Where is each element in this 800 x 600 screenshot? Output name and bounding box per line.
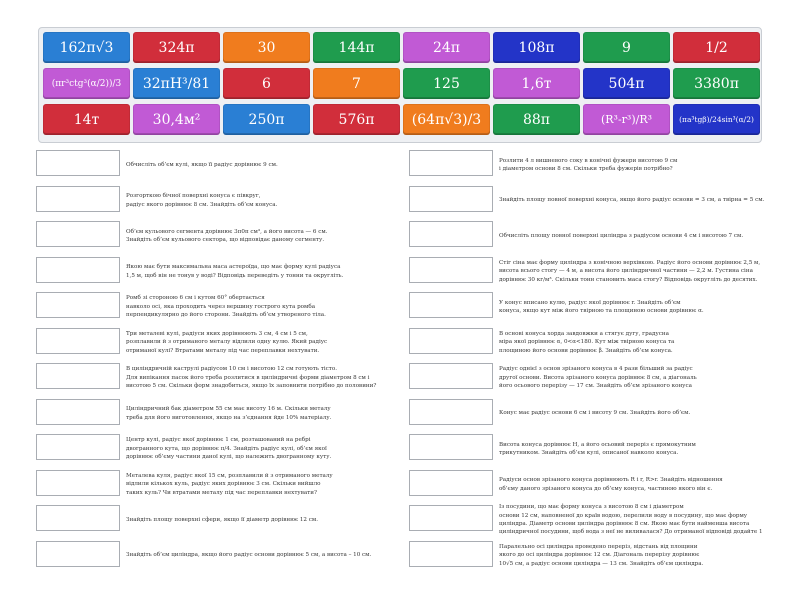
question-row [36, 292, 416, 322]
answer-tile[interactable]: 576π [313, 104, 400, 135]
question-row [409, 434, 789, 464]
answer-tile[interactable]: 32πH³/81 [133, 68, 220, 99]
question-row [409, 363, 789, 393]
answer-drop-zone[interactable] [36, 363, 120, 389]
question-text: Із посудини, що має форму конуса з висотою 8 см і діаметром основи 12 см, наповненої до країв водою, перелили воду в посудину, що має форму циліндра. Діаметр основи циліндра дорівнює 8 см. Якою має бути найменша висота циліндричної посудини, щоб вода з неї не виливалася? До отриманої відповіді додайте 1 [499, 504, 763, 536]
question-row [409, 150, 789, 180]
question-text: Конус має радіус основи 6 см і висоту 9 см. Знайдіть його об’єм. [499, 410, 691, 417]
answer-tile[interactable]: 125 [403, 68, 490, 99]
question-text: Радіус однієї з основ зрізаного конуса в 4 рази більший за радіус другої основи. Висота зрізаного конуса дорівнює 8 см, а діагональ його осьового перерізу — 17 см. Знайдіть об’єм зрізаного конуса [499, 366, 697, 390]
answer-drop-zone[interactable] [409, 470, 493, 496]
question-row [409, 399, 789, 429]
answer-tile[interactable]: 324π [133, 32, 220, 63]
question-row [36, 434, 416, 464]
answer-drop-zone[interactable] [36, 470, 120, 496]
answer-drop-zone[interactable] [36, 292, 120, 318]
question-row [36, 221, 416, 251]
question-text: Стіг сіна має форму циліндра з конічною верхівкою. Радіус його основи дорівнює 2,5 м, висота всього стогу — 4 м, а висота його циліндричної частини — 2,2 м. Густина сіна дорівнює 30 кг/м³. Скільки тонн становить маса стогу? Відповідь округліть до десятих. [499, 259, 761, 283]
question-row [409, 292, 789, 322]
answer-drop-zone[interactable] [36, 541, 120, 567]
answer-drop-zone[interactable] [36, 150, 120, 176]
answer-drop-zone[interactable] [409, 541, 493, 567]
question-text: У конус вписано кулю, радіус якої дорівнює r. Знайдіть об’єм конуса, якщо кут між його твірною та площиною основи дорівнює α. [499, 299, 704, 314]
answer-tile[interactable]: 1,6т [493, 68, 580, 99]
question-text: Металева куля, радіус якої 15 см, розплавили й з отриманого металу відлили кількох куль, радіус яких дорівнює 3 см. Скільки вийшло таких куль? Чи втратами металу під час переплавки нехтувати? [126, 472, 333, 496]
answer-tile[interactable]: 14т [43, 104, 130, 135]
answer-tile[interactable]: 88π [493, 104, 580, 135]
question-row [36, 399, 416, 429]
answer-tile[interactable]: 504π [583, 68, 670, 99]
question-row [409, 221, 789, 251]
answer-tile[interactable]: 9 [583, 32, 670, 63]
answer-tile[interactable]: 108π [493, 32, 580, 63]
question-text: Розлити 4 л вишневого соку в конічні фужери висотою 9 см і діаметром основи 8 см. Скільки треба фужерів потрібно? [499, 157, 678, 172]
question-text: Об’єм кульового сегмента дорівнює 3π0π см³, а його висота — 6 см. Знайдіть об’єм кульового сектора, що відповідає даному сегменту. [126, 228, 328, 243]
question-text: Знайдіть об’єм циліндра, якщо його радіус основи дорівнює 5 см, а висота – 10 см. [126, 552, 372, 559]
question-text: Паралельно осі циліндра проведено переріз, відстань від площини якого до осі циліндра дорівнює 12 см. Діагональ перерізу дорівнює 10√5 см, а радіус основи циліндра — 13 см. Знайдіть об’єм циліндра. [499, 543, 704, 567]
answer-tile[interactable]: 30 [223, 32, 310, 63]
answer-drop-zone[interactable] [36, 186, 120, 212]
answer-drop-zone[interactable] [409, 328, 493, 354]
answer-drop-zone[interactable] [409, 186, 493, 212]
answer-drop-zone[interactable] [36, 399, 120, 425]
question-row [36, 257, 416, 287]
answer-drop-zone[interactable] [409, 434, 493, 460]
answer-tile[interactable]: 30,4м² [133, 104, 220, 135]
question-text: Ромб зі стороною 6 см і кутом 60° обертається навколо осі, яка проходить через вершину гострого кута ромба перпендикулярно до його сторони. Знайдіть об’єм утвореного тіла. [126, 295, 326, 319]
question-row [36, 470, 416, 500]
answer-tile[interactable]: 162π√3 [43, 32, 130, 63]
question-text: Якою має бути максимальна маса астероїда, що має форму кулі радіуса 1,5 м, щоб він не тонув у воді? Відповідь переведіть у тонни та округліть. [126, 264, 344, 279]
answer-drop-zone[interactable] [409, 399, 493, 425]
question-row [36, 505, 416, 535]
question-text: Обчисліть площу повної поверхні циліндра з радіусом основи 4 см і висотою 7 см. [499, 232, 744, 239]
answer-tile[interactable]: (64π√3)/3 [403, 104, 490, 135]
question-text: Розгорткою бічної поверхні конуса є півкруг, радіус якого дорівнює 8 см. Знайдіть об’єм конуса. [126, 193, 278, 208]
answer-drop-zone[interactable] [409, 221, 493, 247]
answer-drop-zone[interactable] [36, 328, 120, 354]
question-row [36, 541, 416, 571]
question-row [409, 505, 789, 535]
answer-drop-zone[interactable] [409, 150, 493, 176]
question-row [409, 257, 789, 287]
answer-tile[interactable]: 144π [313, 32, 400, 63]
question-row [409, 328, 789, 358]
question-text: Центр кулі, радіус якої дорівнює 1 см, розташований на ребрі двогранного кута, що дорівнює π/4. Знайдіть радіус кулі, об’єм якої дорівнює об’єму частини даної кулі, що належить двогранному куту. [126, 437, 332, 461]
answer-drop-zone[interactable] [36, 257, 120, 283]
answer-drop-zone[interactable] [36, 505, 120, 531]
answer-drop-zone[interactable] [409, 292, 493, 318]
answer-tile[interactable]: 6 [223, 68, 310, 99]
question-row [36, 186, 416, 216]
question-text: В основі конуса хорда завдовжки a стягує дугу, градусна міра якої дорівнює α, 0<α<180. Кут між твірною конуса та площиною його основи дорівнює β. Знайдіть об’єм конуса. [499, 330, 675, 354]
question-row [36, 328, 416, 358]
question-row [409, 470, 789, 500]
question-text: Радіуси основ зрізаного конуса дорівнюють R і r, R>r. Знайдіть відношення об’єму даного зрізаного конуса до об’єму конуса, частиною якого він є. [499, 477, 723, 492]
question-text: Обчисліть об’єм кулі, якщо її радіус дорівнює 9 см. [126, 161, 278, 168]
question-row [409, 541, 789, 571]
answer-tile[interactable]: 7 [313, 68, 400, 99]
question-row [409, 186, 789, 216]
answer-tile[interactable]: 250π [223, 104, 310, 135]
question-text: Висота конуса дорівнює H, а його осьовий переріз є прямокутним трикутником. Знайдіть об’єм кулі, описаної навколо конуса. [499, 441, 696, 456]
answer-tile[interactable]: (πr³ctg³(α/2))/3 [43, 68, 130, 99]
answer-drop-zone[interactable] [409, 505, 493, 531]
answer-drop-zone[interactable] [409, 257, 493, 283]
question-row [36, 363, 416, 393]
question-text: Три металеві кулі, радіуси яких дорівнюють 3 см, 4 см і 5 см, розплавили й з отриманого металу відлили одну кулю. Який радіус отриманої кулі? Втратами металу під час переплавки нехтувати. [126, 330, 328, 354]
answer-drop-zone[interactable] [409, 363, 493, 389]
answer-tile[interactable]: (πa³tgβ)/24sin³(α/2) [673, 104, 760, 135]
answer-drop-zone[interactable] [36, 434, 120, 460]
answer-drop-zone[interactable] [36, 221, 120, 247]
question-text: Циліндричний бак діаметром 55 см має висоту 16 м. Скільки металу треба для його виготовлення, якщо на з’єднання йде 10% матеріалу. [126, 406, 332, 421]
question-row [36, 150, 416, 180]
question-text: В циліндричній каструлі радіусом 10 см і висотою 12 см готують тісто. Для випікання пасок його треба розлитися в циліндричні форми діаметром 8 см і висотою 5 см. Скільки форм знадобиться, якщо їх заповнити потрібно до половини? [126, 366, 377, 390]
answer-tile[interactable]: (R³-r³)/R³ [583, 104, 670, 135]
answer-tile[interactable]: 24π [403, 32, 490, 63]
answer-tile[interactable]: 1/2 [673, 32, 760, 63]
answer-tile[interactable]: 3380π [673, 68, 760, 99]
question-text: Знайдіть площу поверхні сфери, якщо її діаметр дорівнює 12 см. [126, 516, 319, 523]
question-text: Знайдіть площу повної поверхні конуса, якщо його радіус основи = 3 см, а твірна = 5 см. [499, 197, 765, 204]
